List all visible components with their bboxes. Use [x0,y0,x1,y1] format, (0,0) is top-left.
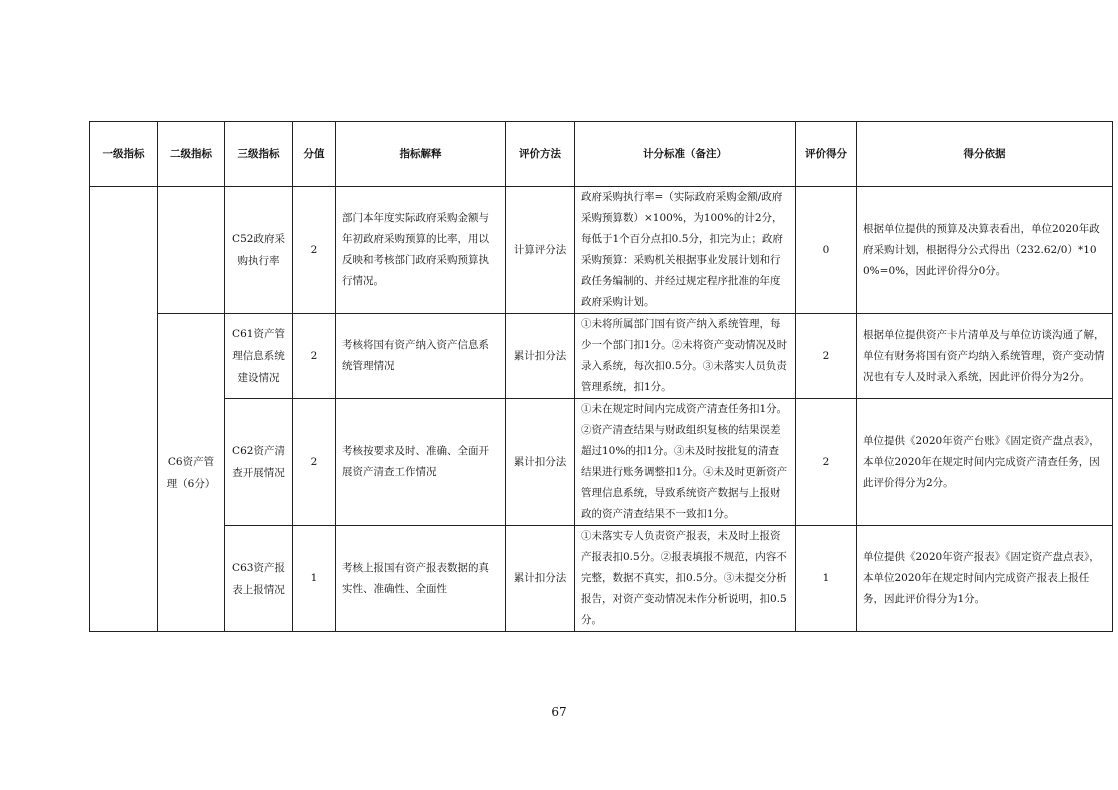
method-cell: 累计扣分法 [506,399,575,526]
method-cell: 累计扣分法 [506,526,575,632]
score-cell: 2 [293,314,336,399]
method-cell: 计算评分法 [506,187,575,314]
basis-cell: 根据单位提供的预算及决算表看出，单位2020年政府采购计划，根据得分公式得出（232.62/0）*100%=0%，因此评价得分0分。 [857,187,1113,314]
result-cell: 2 [796,399,857,526]
standard-cell: ①未在规定时间内完成资产清查任务扣1分。②资产清查结果与财政组织复核的结果误差超过10%的扣1分。③未及时按批复的清查结果进行账务调整扣1分。④未及时更新资产管理信息系统，导致系统资产数据与上报财政的资产清查结果不一致扣1分。 [575,399,796,526]
level3-cell: C63资产报表上报情况 [225,526,293,632]
result-cell: 2 [796,314,857,399]
method-cell: 累计扣分法 [506,314,575,399]
score-cell: 2 [293,399,336,526]
basis-cell: 单位提供《2020年资产台账》《固定资产盘点表》，本单位2020年在规定时间内完成资产清查任务，因此评价得分为2分。 [857,399,1113,526]
header-level3: 三级指标 [225,122,293,187]
table-row [90,526,1113,632]
level3-cell: C52政府采购执行率 [225,187,293,314]
basis-cell: 根据单位提供资产卡片清单及与单位访谈沟通了解，单位有财务将国有资产均纳入系统管理，资产变动情况也有专人及时录入系统，因此评价得分为2分。 [857,314,1113,399]
explanation-cell: 考核将国有资产纳入资产信息系统管理情况 [336,314,506,399]
explanation-cell: 考核按要求及时、准确、全面开展资产清查工作情况 [336,399,506,526]
table-row [90,187,1113,314]
basis-cell: 单位提供《2020年资产报表》《固定资产盘点表》，本单位2020年在规定时间内完成资产报表上报任务，因此评价得分为1分。 [857,526,1113,632]
level3-cell: C61资产管理信息系统建设情况 [225,314,293,399]
header-score: 分值 [293,122,336,187]
header-level2: 二级指标 [158,122,225,187]
header-level1: 一级指标 [90,122,158,187]
header-basis: 得分依据 [857,122,1113,187]
explanation-cell: 部门本年度实际政府采购金额与年初政府采购预算的比率，用以反映和考核部门政府采购预算执行情况。 [336,187,506,314]
score-cell: 1 [293,526,336,632]
standard-cell: ①未将所属部门国有资产纳入系统管理，每少一个部门扣1分。②未将资产变动情况及时录入系统，每次扣0.5分。③未落实人员负责管理系统，扣1分。 [575,314,796,399]
page-number: 67 [551,705,567,719]
table-row [90,314,1113,399]
level3-cell: C62资产清查开展情况 [225,399,293,526]
header-method: 评价方法 [506,122,575,187]
explanation-cell: 考核上报国有资产报表数据的真实性、准确性、全面性 [336,526,506,632]
level2-cell: C6资产管理（6分） [158,314,225,632]
result-cell: 1 [796,526,857,632]
score-cell: 2 [293,187,336,314]
standard-cell: 政府采购执行率=（实际政府采购金额/政府采购预算数）×100%，为100%的计2分，每低于1个百分点扣0.5分，扣完为止；政府采购预算：采购机关根据事业发展计划和行政任务编制的、并经过规定程序批准的年度政府采购计划。 [575,187,796,314]
header-explanation: 指标解释 [336,122,506,187]
header-result: 评价得分 [796,122,857,187]
header-row [90,122,1113,187]
result-cell: 0 [796,187,857,314]
level2-cell [158,187,225,314]
level1-cell [90,187,158,632]
header-standard: 计分标准（备注） [575,122,796,187]
evaluation-table [89,121,1113,632]
standard-cell: ①未落实专人负责资产报表，未及时上报资产报表扣0.5分。②报表填报不规范，内容不完整，数据不真实，扣0.5分。③未提交分析报告，对资产变动情况未作分析说明，扣0.5分。 [575,526,796,632]
table-row [90,399,1113,526]
